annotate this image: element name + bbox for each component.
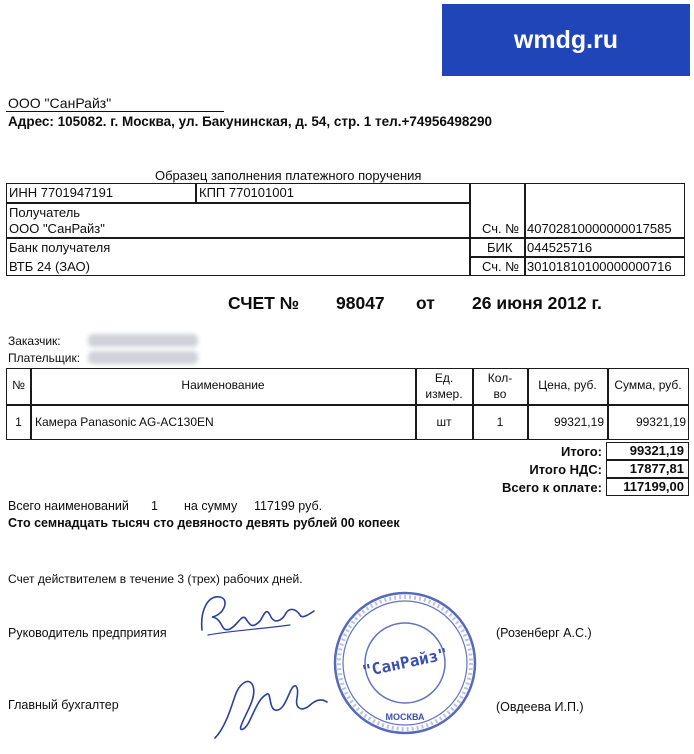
accountant-label: Главный бухгалтер xyxy=(8,698,119,712)
items-table xyxy=(6,368,689,440)
vat-value: 17877,81 xyxy=(606,460,689,478)
payment-order-title: Образец заполнения платежного поручения xyxy=(155,168,422,183)
row-num: 1 xyxy=(15,415,22,429)
bank-label: Банк получателя xyxy=(9,240,111,255)
corr-account-label: Сч. № xyxy=(482,259,520,274)
recipient-label: Получатель xyxy=(9,205,81,220)
stamp-center-text: "СанРайз" xyxy=(360,644,450,681)
director-label: Руководитель предприятия xyxy=(8,626,167,640)
due-label: Всего к оплате: xyxy=(502,480,602,495)
director-signature-icon xyxy=(190,585,320,650)
header-sum: Сумма, руб. xyxy=(614,378,682,392)
due-value: 117199,00 xyxy=(606,478,689,496)
header-price: Цена, руб. xyxy=(538,378,597,392)
header-unit-line2: измер. xyxy=(425,387,463,401)
invoice-from-word: от xyxy=(416,293,435,313)
header-unit-line1: Ед. xyxy=(434,371,454,385)
company-underline xyxy=(6,111,224,112)
invoice-title-prefix: СЧЕТ № xyxy=(228,293,300,313)
row-name: Камера Panasonic AG-AC130EN xyxy=(35,415,214,429)
invoice-number: 98047 xyxy=(336,293,385,313)
customer-redacted xyxy=(88,334,198,347)
bik-value: 044525716 xyxy=(527,240,593,255)
invoice-date: 26 июня 2012 г. xyxy=(472,293,602,313)
company-name: ООО "СанРайз" xyxy=(8,95,112,111)
row-price: 99321,19 xyxy=(553,415,604,429)
corr-account-number: 30101810100000000716 xyxy=(527,259,672,274)
header-qty-line1: Кол- xyxy=(487,371,513,385)
account-number: 40702810000000017585 xyxy=(527,221,672,236)
sum-label: на сумму xyxy=(184,499,238,513)
company-address: Адрес: 105082. г. Москва, ул. Бакунинская, д. 54, стр. 1 тел.+74956498290 xyxy=(8,114,492,129)
row-unit: шт xyxy=(436,415,452,429)
kpp: КПП 770101001 xyxy=(199,185,294,200)
payer-redacted xyxy=(88,351,198,364)
accountant-signature-icon xyxy=(205,668,335,748)
sum-in-words: Сто семнадцать тысяч сто девяносто девять рублей 00 копеек xyxy=(8,516,400,530)
accountant-name: (Овдеева И.П.) xyxy=(496,700,584,714)
vat-label: Итого НДС: xyxy=(529,462,602,477)
customer-label: Заказчик: xyxy=(8,334,61,348)
recipient-name: ООО "СанРайз" xyxy=(9,221,105,236)
payment-order-table xyxy=(6,183,685,276)
items-count: 1 xyxy=(151,499,158,513)
row-sum: 99321,19 xyxy=(635,415,686,429)
watermark-banner: wmdg.ru xyxy=(442,4,690,76)
inn: ИНН 7701947191 xyxy=(9,185,114,200)
header-num: № xyxy=(12,378,25,392)
payer-label: Плательщик: xyxy=(8,351,81,365)
director-name: (Розенберг А.С.) xyxy=(496,626,592,640)
sum-value: 117199 руб. xyxy=(254,499,323,513)
company-stamp xyxy=(330,588,480,738)
bank-name: ВТБ 24 (ЗАО) xyxy=(9,259,90,274)
items-count-label: Всего наименований xyxy=(8,499,129,513)
validity-note: Счет действителем в течение 3 (трех) рабочих дней. xyxy=(8,572,303,586)
bik-label: БИК xyxy=(487,240,513,255)
row-qty: 1 xyxy=(496,415,504,429)
total-label: Итого: xyxy=(561,444,602,459)
header-qty-line2: во xyxy=(493,387,507,401)
stamp-city: МОСКВА xyxy=(385,712,425,722)
account-label: Сч. № xyxy=(482,221,520,236)
header-name: Наименование xyxy=(181,378,265,392)
total-value: 99321,19 xyxy=(606,442,689,460)
